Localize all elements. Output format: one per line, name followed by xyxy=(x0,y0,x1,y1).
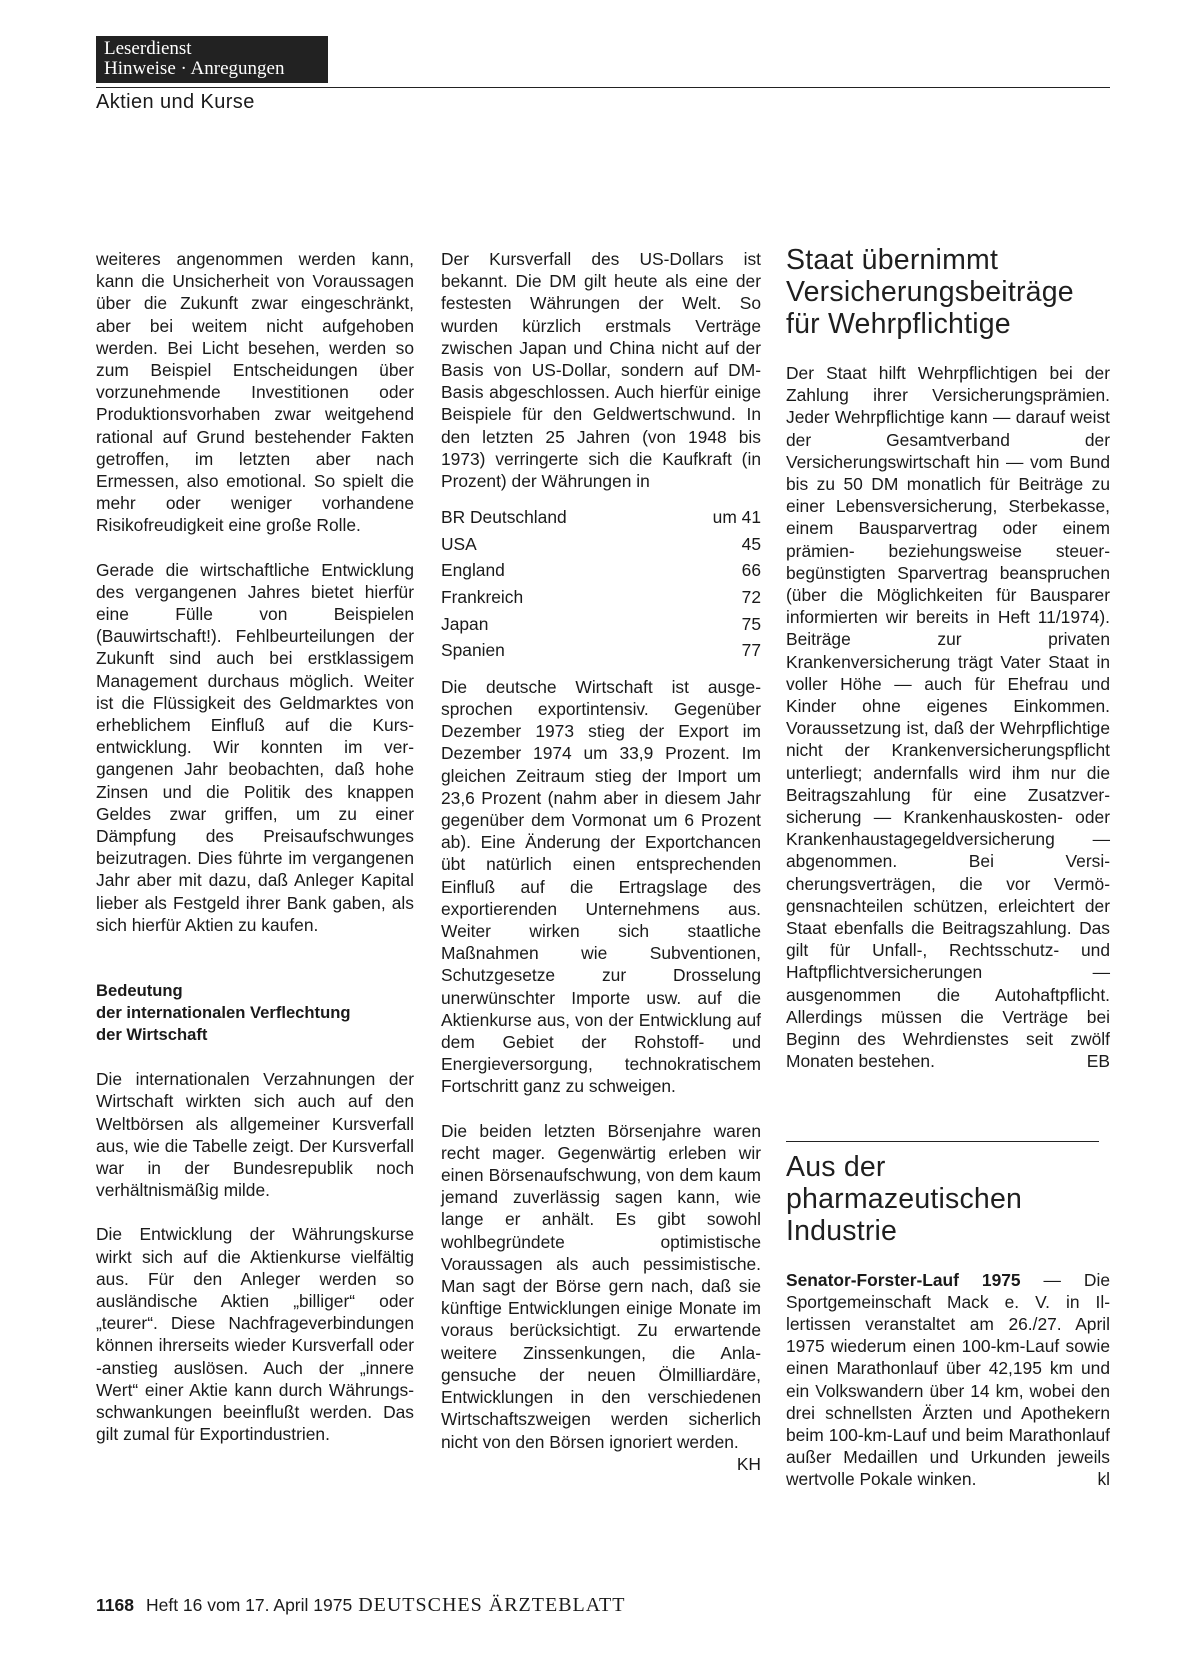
column-1 xyxy=(96,248,414,1445)
table-row: USA 45 xyxy=(441,533,761,554)
table-row: England 66 xyxy=(441,560,761,581)
author-sign: kl xyxy=(1097,1469,1110,1490)
masthead-line-2: Hinweise · Anregungen xyxy=(104,58,285,79)
subheading: Bedeutung der internationalen Verflechtung der Wirtschaft xyxy=(96,981,351,1045)
table-row: Japan 75 xyxy=(441,613,761,634)
page-footer xyxy=(96,1594,625,1617)
header-rule xyxy=(96,87,1110,88)
page-number: 1168 xyxy=(96,1595,134,1615)
paragraph: Der Staat hilft Wehrpflichtigen bei der Zahlung ihrer Versicherungsprämien. Jeder Wehrpflichtige kann — darauf weist der Gesamtverband der Versicherungswirtschaft hin — vom Bund bis zu 50 DM monatlich für Beiträge zu einer Lebensversicherung, Sterbekasse, einem Bausparvertrag oder einem prämien- beziehungsweise steuerbegünstigten Sparvertrag beanspruchen (über die Möglichkeiten für Bausparer informierten wir bereits in Heft 11/1974). Beiträge zur privaten Krankenversicherung trägt Vater Staat in voller Höhe — auch für Ehefrau und Kinder ohne eigenes Einkommen. Voraussetzung ist, daß der Wehrpflichtige nicht der Krankenversicherungspflicht unterliegt; andernfalls wird ihm nur die Beitragszahlung für eine Zusatzversicherung — Krankenhauskosten- oder Krankenhaustagegeldversicherung — abgenommen. Bei Versicherungsverträgen, die vor Vermögensnachteilen schützen, erleichtert der Staat ebenfalls die Beitragszahlung. Das gilt für Unfall-, Rechtsschutz- und Haftpflichtversicherungen — ausgenommen die Autohaftpflicht. Allerdings müssen die Verträge bei Beginn des Wehrdienstes seit zwölf Monaten bestehen. EB xyxy=(786,363,1110,1072)
table-row: Frankreich 72 xyxy=(441,587,761,608)
author-sign: KH xyxy=(736,1453,761,1474)
author-sign: EB xyxy=(1086,1051,1110,1072)
purchasing-power-table xyxy=(441,504,761,664)
paragraph: weiteres angenommen werden kann, kann die Unsicherheit von Voraussagen über die Zukunft zwar eingeschränkt, aber bei weitem nicht aufgehoben werden. Bei Licht besehen, werden so zum Beispiel Entscheidungen über vorzunehmende Investitionen oder Produktionsvorhaben zwar weitgehend rational auf Grund bestehender Fakten getroffen, im letzten aber nach Ermessen, also emotional. So spielt die mehr oder weniger vorhandene Risikofreudigkeit eine große Rolle. xyxy=(96,249,414,536)
masthead-line-1: Leserdienst xyxy=(104,38,192,59)
paragraph: Die beiden letzten Börsenjahre waren recht mager. Gegenwärtig erleben wir einen Börsenaufschwung, von dem kaum jemand zuverlässig sagen kann, wie lange er anhält. Es gibt sowohl wohlbegründete optimistische Voraussagen als auch pessimistische. Man sagt der Börse gern nach, daß sie künftige Entwicklungen einige Monate im voraus berücksichtigt. Zu erwartende weitere Zinssenkungen, die Anlagensuche der neuen Ölmilliardäre, Entwicklungen in den verschiedenen Wirtschaftszweigen werden sicherlich nicht von den Börsen ignoriert werden. KH xyxy=(441,1120,761,1474)
table-row: Spanien 77 xyxy=(441,640,761,661)
column-3 xyxy=(786,244,1110,1491)
table-row: BR Deutschland um 41 xyxy=(441,507,761,528)
issue-info: Heft 16 vom 17. April 1975 xyxy=(145,1595,353,1615)
paragraph: Die internationalen Verzahnungen der Wirtschaft wirkten sich auch auf den Weltbörsen als allgemeiner Kursverfall aus, wie die Tabelle zeigt. Der Kursverfall war in der Bundesrepublik noch verhältnismäßig milde. xyxy=(96,1069,414,1201)
paragraph: Die deutsche Wirtschaft ist ausgesprochen exportintensiv. Gegenüber Dezember 1973 stieg der Export im Dezember 1974 um 33,9 Prozent. Im gleichen Zeitraum stieg der Import um 23,6 Prozent (nahm aber in diesem Jahr gegenüber dem Vormonat um 6 Prozent ab). Eine Änderung der Exportchancen übt natürlich einen entsprechenden Einfluß auf die Ertragslage des exportierenden Unternehmens aus. Weiter wirken sich staatliche Maßnahmen wie Subventionen, Schutzgesetze zur Drosselung unerwünschter Importe usw. auf die Aktienkurse aus, von der Entwicklung auf dem Gebiet der Rohstoff- und Energieversorgung, technokratischem Fortschritt ganz zu schweigen. xyxy=(441,676,761,1097)
article-rule xyxy=(786,1141,1099,1142)
paragraph: Der Kursverfall des US-Dollars ist bekannt. Die DM gilt heute als eine der festesten Währungen der Welt. So wurden kürzlich erstmals Verträge zwischen Japan und China nicht auf der Basis von US-Dollar, sondern auf DM-Basis abgeschlossen. Auch hierfür einige Beispiele für den Geldwertschwund. In den letzten 25 Jahren (von 1948 bis 1973) verringerte sich die Kaufkraft (in Prozent) der Währungen in xyxy=(441,249,761,492)
paragraph: Gerade die wirtschaftliche Entwicklung des vergangenen Jahres bietet hierfür eine Fülle von Beispielen (Bauwirtschaft!). Fehlbeurteilungen der Zukunft sind auch bei erstklassigem Management durchaus möglich. Weiter ist die Flüssigkeit des Geldmarktes von erheblichem Einfluß auf die Kursentwicklung. Wir konnten im vergangenen Jahr beobachten, daß hohe Zinsen und die Politik des knappen Geldes zwar griffen, um zu einer Dämpfung des Preisaufschwunges beizutragen. Dies führte im vergangenen Jahr aber mit dazu, daß Anleger Kapital lieber als Festgeld ihrer Bank gaben, als sich hierfür Aktien zu kaufen. xyxy=(96,559,414,935)
magazine-name: DEUTSCHES ÄRZTEBLATT xyxy=(358,1594,626,1616)
article-heading: Staat übernimmt Versicherungsbeiträge für Wehrpflichtige xyxy=(786,244,1074,340)
section-masthead xyxy=(96,36,328,83)
paragraph: Die Entwicklung der Währungskurse wirkt sich auf die Aktienkurse vielfältig aus. Für den Anleger werden so ausländische Aktien „billiger“ oder „teurer“. Diese Nachfrageverbindungen können ihrerseits wieder Kursverfall oder -anstieg auslösen. Auch der „innere Wert“ einer Aktie kann durch Währungsschwankungen beeinflußt werden. Das gilt zumal für Exportindustrien. xyxy=(96,1224,414,1445)
column-2 xyxy=(441,248,761,1475)
article-heading: Aus der pharmazeutischen Industrie xyxy=(786,1150,1023,1247)
section-title: Aktien und Kurse xyxy=(96,91,255,113)
paragraph: Senator-Forster-Lauf 1975 — Die Sportgemeinschaft Mack e. V. in Illertissen veranstaltet am 26./27. April 1975 wiederum einen 100-km-Lauf sowie einen Marathonlauf über 42,195 km und ein Volkswandern über 14 km, wobei den drei schnellsten Ärzten und Apothekern beim 100-km-Lauf und beim Marathonlauf außer Medaillen und Urkunden jeweils wertvolle Pokale winken. kl xyxy=(786,1269,1110,1490)
